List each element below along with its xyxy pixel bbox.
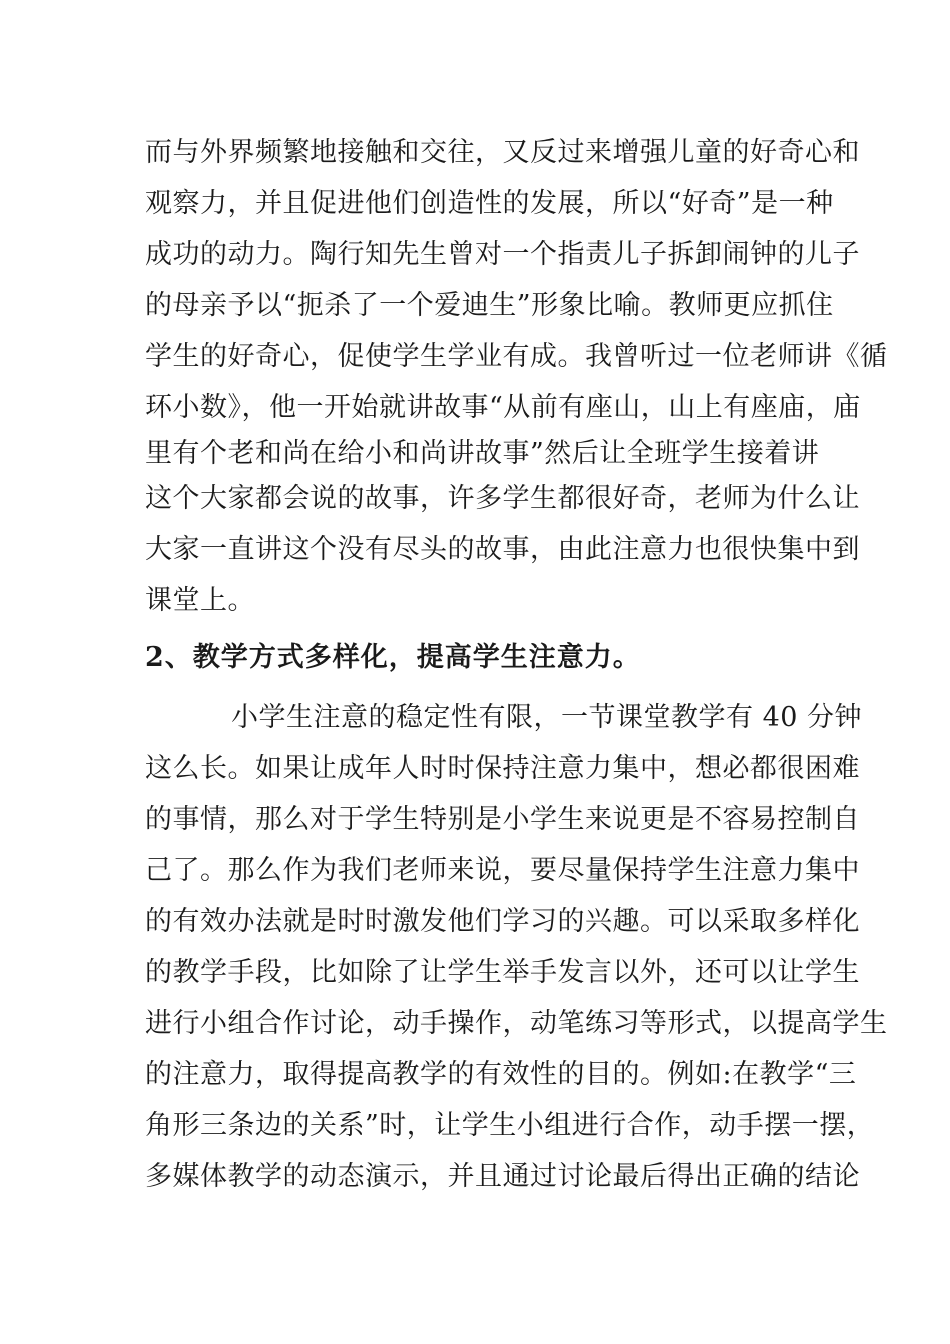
paragraph-line: 而与外界频繁地接触和交往，又反过来增强儿童的好奇心和 [145, 137, 860, 168]
paragraph-line: 成功的动力。陶行知先生曾对一个指责儿子拆卸闹钟的儿子 [145, 239, 860, 270]
paragraph-line: 学生的好奇心，促使学生学业有成。我曾听过一位老师讲《循 [145, 341, 888, 372]
paragraph-line: 这个大家都会说的故事，许多学生都很好奇，老师为什么让 [145, 483, 860, 514]
paragraph-line: 环小数》，他一开始就讲故事“从前有座山，山上有座庙，庙 [145, 392, 861, 423]
paragraph-line: 的教学手段，比如除了让学生举手发言以外，还可以让学生 [145, 957, 860, 988]
paragraph-line: 里有个老和尚在给小和尚讲故事”然后让全班学生接着讲 [145, 438, 820, 469]
paragraph-line: 多媒体教学的动态演示，并且通过讨论最后得出正确的结论 [145, 1161, 860, 1192]
paragraph-line: 角形三条边的关系”时，让学生小组进行合作，动手摆一摆， [145, 1110, 875, 1141]
paragraph-line: 的母亲予以“扼杀了一个爱迪生”形象比喻。教师更应抓住 [145, 290, 834, 321]
paragraph-line: 的有效办法就是时时激发他们学习的兴趣。可以采取多样化 [145, 906, 860, 937]
paragraph-line: 这么长。如果让成年人时时保持注意力集中，想必都很困难 [145, 753, 860, 784]
paragraph-line: 大家一直讲这个没有尽头的故事，由此注意力也很快集中到 [145, 534, 860, 565]
section-heading: 2、教学方式多样化，提高学生注意力。 [145, 642, 641, 673]
paragraph-line: 进行小组合作讨论，动手操作，动笔练习等形式，以提高学生 [145, 1008, 888, 1039]
paragraph-line: 的注意力，取得提高教学的有效性的目的。例如:在教学“三 [145, 1059, 857, 1090]
paragraph-line: 小学生注意的稳定性有限，一节课堂教学有 40 分钟 [231, 702, 863, 733]
paragraph-line: 的事情，那么对于学生特别是小学生来说更是不容易控制自 [145, 804, 860, 835]
paragraph-line: 观察力，并且促进他们创造性的发展，所以“好奇”是一种 [145, 188, 834, 219]
paragraph-line: 己了。那么作为我们老师来说，要尽量保持学生注意力集中 [145, 855, 860, 886]
paragraph-line: 课堂上。 [145, 585, 255, 616]
